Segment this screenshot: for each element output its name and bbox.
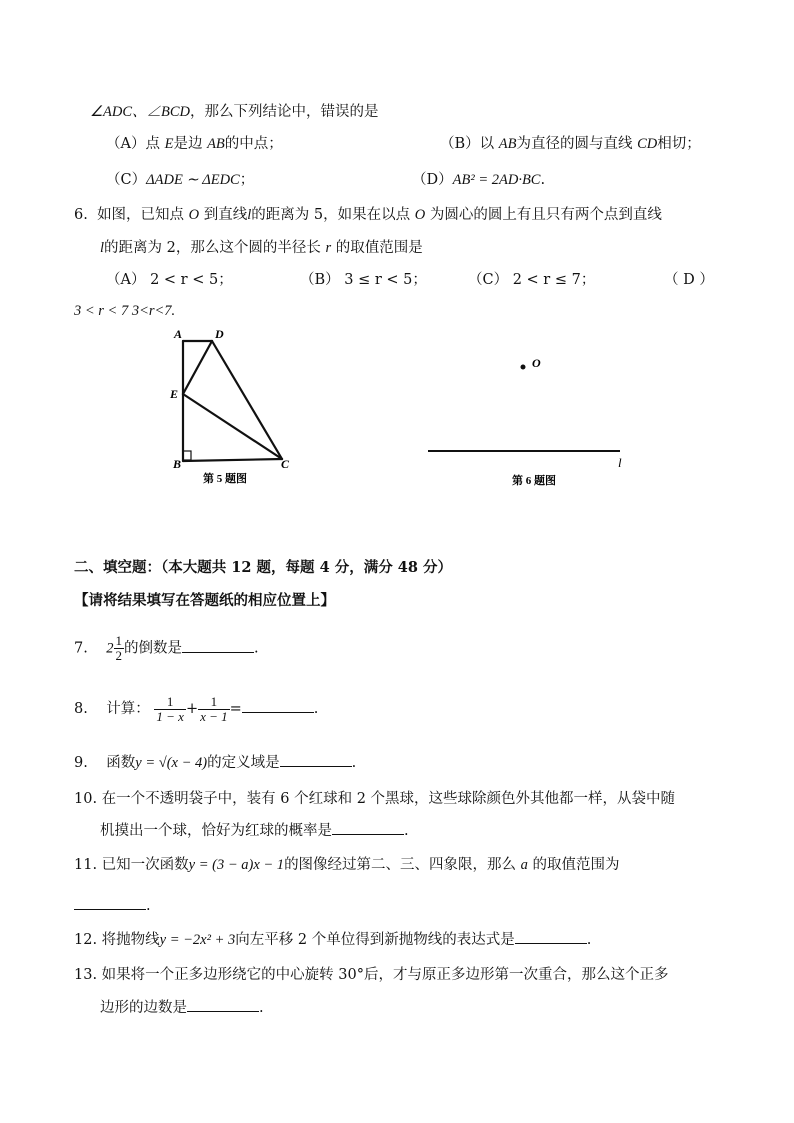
question-11-answer: . [74,895,151,916]
q6-option-d: （ D ） [664,272,714,288]
q10-answer-blank[interactable] [332,820,404,835]
label-c: C [281,457,290,471]
label-b: B [173,457,182,471]
q6-line-2: l的距离为 2，那么这个圆的半径长 r 的取值范围是 [100,240,423,256]
segment-bc [183,459,282,461]
q8-fraction-2: $\frac{1}{x - 1}$ [200,693,228,724]
q5-angles: ∠ADC、∠BCD [90,104,190,120]
label-a: A [174,327,183,341]
q7-fraction: $\frac{1}{2}$ [115,633,123,663]
q6-number: 6. [74,207,88,223]
q8-fraction-1: $\frac{1}{1 - x}$ [156,693,184,724]
q11-answer-blank[interactable] [74,895,146,910]
q5-option-d: （D）AB² = 2AD·BC. [412,172,546,188]
right-angle-mark [183,451,191,460]
point-o [521,365,526,370]
q5-option-a: （A）点 E是边 AB的中点； [106,136,283,152]
q6-line-1: 6. 如图，已知点 O 到直线l的距离为 5，如果在以点 O 为圆心的圆上有且只有两个点到直线 [74,207,662,223]
q6-option-c: （C） 2 < r ≤ 7； [468,272,596,288]
q6-option-b: （B） 3 ≤ r < 5； [300,272,427,288]
label-o: O [532,356,541,370]
question-13-line-2: 边形的边数是 . [100,997,264,1018]
q12-answer-blank[interactable] [515,929,587,944]
q8-answer-blank[interactable] [242,698,314,713]
question-8: 8. 计算： $\frac{1}{1 - x}$ + $\frac{1}{x - 1}$ = . [74,693,319,724]
section-2-title: 二、填空题：（本大题共 12 题，每题 4 分，满分 48 分） [74,559,452,576]
question-7: 7. 2 $\frac{1}{2}$ 的倒数是 . [74,633,259,663]
q5-stem-text: ，那么下列结论中，错误的是 [190,104,379,120]
question-10-line-2: 机摸出一个球，恰好为红球的概率是 . [100,820,409,841]
label-e: E [170,387,179,401]
label-l: l [618,455,622,470]
question-9: 9. 函数y = √(x − 4)的定义域是 . [74,752,356,773]
q7-answer-blank[interactable] [182,638,254,653]
q5-stem-continuation [90,102,379,122]
segment-dc [212,341,282,459]
label-d: D [215,327,224,341]
question-11: 11. 已知一次函数y = (3 − a)x − 1的图像经过第二、三、四象限，那么 a 的取值范围为 [74,857,620,873]
figure-6 [420,350,640,490]
figure-6-caption: 第 6 题图 [512,475,556,487]
section-2-note: 【请将结果填写在答题纸的相应位置上】 [74,592,335,609]
question-10-line-1: 10. 在一个不透明袋子中，装有 6 个红球和 2 个黑球，这些球除颜色外其他都一样，从袋中随 [74,791,676,807]
figure-5 [165,326,315,486]
segment-ec [183,394,282,459]
q6-option-d-value: 3 < r < 7 3<r<7. [74,303,176,319]
question-12: 12. 将抛物线y = −2x² + 3向左平移 2 个单位得到新抛物线的表达式是 . [74,929,591,950]
q9-answer-blank[interactable] [280,752,352,767]
question-13-line-1: 13. 如果将一个正多边形绕它的中心旋转 30°后，才与原正多边形第一次重合，那么这个正多 [74,967,669,983]
q13-answer-blank[interactable] [187,997,259,1012]
q6-option-a: （A） 2 < r < 5； [106,272,233,288]
q5-option-c: （C）ΔADE ∼ ΔEDC； [106,172,255,188]
q5-option-b: （B）以 AB为直径的圆与直线 CD相切； [440,136,701,152]
segment-de [183,341,212,394]
figure-5-caption: 第 5 题图 [203,473,247,485]
